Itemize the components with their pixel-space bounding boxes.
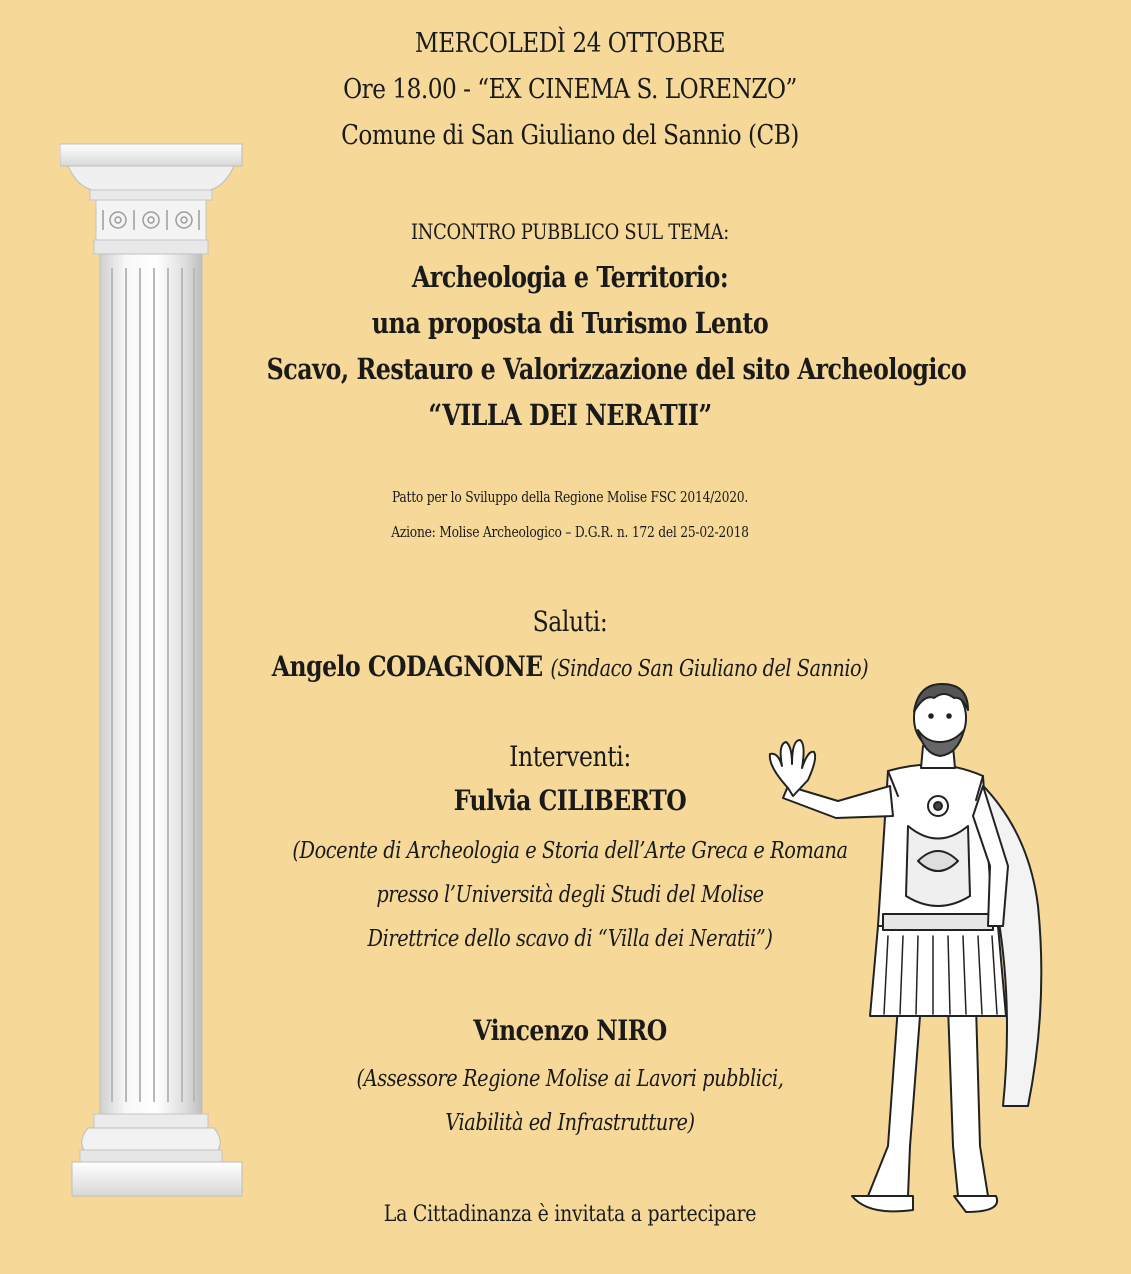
event-time-venue: Ore 18.00 - “EX CINEMA S. LORENZO” [343, 74, 797, 105]
funding-line: Azione: Molise Archeologico – D.G.R. n. 172 del 25-02-2018 [391, 523, 749, 541]
topic-title-line: Scavo, Restauro e Valorizzazione del sito Archeologico [266, 352, 967, 386]
greetings-speaker [259, 650, 881, 683]
talk-speaker-role-line: (Docente di Archeologia e Storia dell’Arte Greca e Romana [292, 838, 848, 864]
greetings-speaker-role: (Sindaco San Giuliano del Sannio) [550, 656, 869, 682]
talk-speaker-name: Fulvia CILIBERTO [453, 784, 687, 817]
talk-speaker-role-line: (Assessore Regione Molise ai Lavori pubblici, [356, 1066, 784, 1092]
greetings-speaker-name: Angelo CODAGNONE [271, 650, 543, 683]
topic-title-line: una proposta di Turismo Lento [371, 306, 769, 340]
funding-line: Patto per lo Sviluppo della Regione Molise FSC 2014/2020. [391, 488, 749, 506]
topic-title-line: Archeologia e Territorio: [411, 260, 729, 294]
classical-column-illustration [60, 140, 250, 1220]
topic-title-line: “VILLA DEI NERATII” [428, 398, 712, 432]
topic-label: INCONTRO PUBBLICO SUL TEMA: [410, 220, 730, 244]
closing-invitation: La Cittadinanza è invitata a partecipare [383, 1202, 757, 1227]
talks-label: Interventi: [509, 740, 631, 773]
talk-speaker-name: Vincenzo NIRO [473, 1014, 667, 1047]
talk-speaker-role-line: Direttrice dello scavo di “Villa dei Neratii”) [367, 926, 773, 952]
greetings-label: Saluti: [532, 605, 608, 638]
event-date: MERCOLEDÌ 24 OTTOBRE [414, 28, 726, 59]
talk-speaker-role-line: Viabilità ed Infrastrutture) [445, 1110, 695, 1136]
talk-speaker-role-line: presso l’Università degli Studi del Molise [376, 882, 764, 908]
event-municipality: Comune di San Giuliano del Sannio (CB) [341, 120, 799, 151]
